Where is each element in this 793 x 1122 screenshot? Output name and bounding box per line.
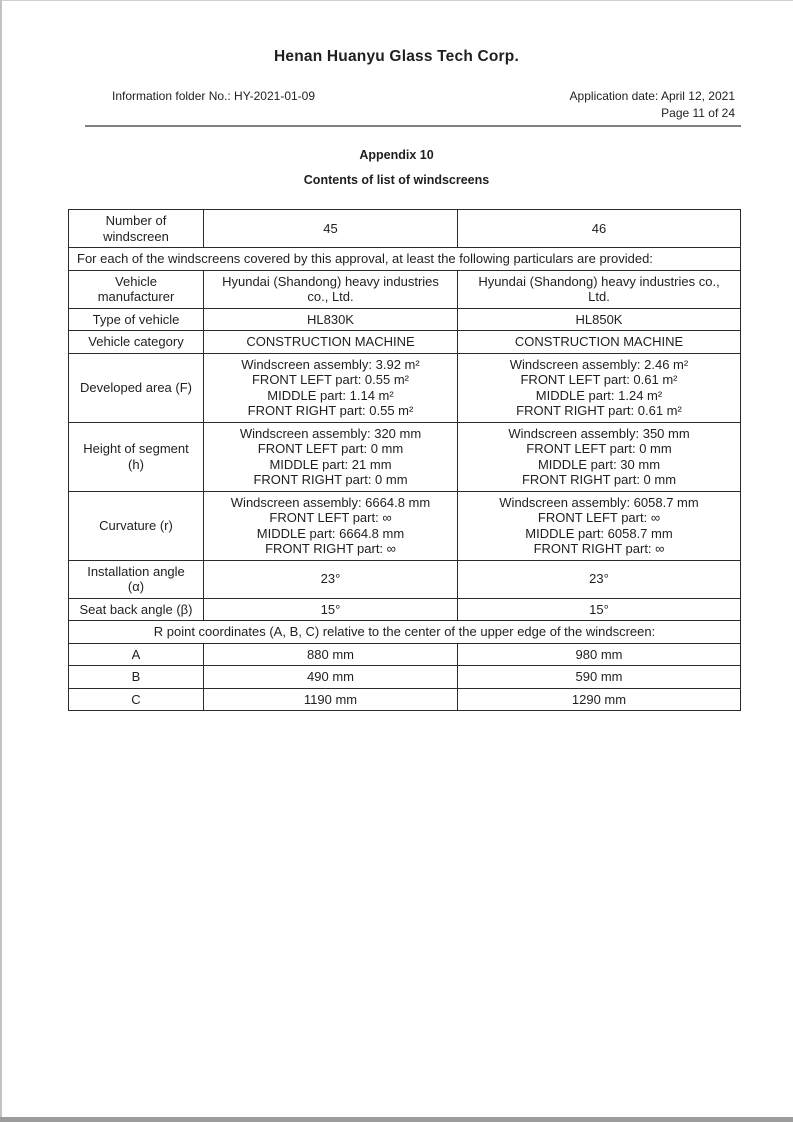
table-row-type-of-vehicle	[69, 308, 741, 331]
cell-line: FRONT RIGHT part: ∞	[533, 541, 665, 556]
table-row-number-of-windscreen	[69, 210, 741, 248]
table-row-r-point-heading	[69, 621, 741, 644]
windscreen-45-cell: 15°	[204, 598, 458, 621]
cell-line: MIDDLE part: 6058.7 mm	[525, 525, 673, 541]
table-row-vehicle-category	[69, 331, 741, 354]
table-row-installation-angle	[69, 560, 741, 598]
table-row-seat-back-angle	[69, 598, 741, 621]
table-row-height-of-segment	[69, 422, 741, 491]
row-label: Seat back angle (β)	[69, 598, 204, 621]
application-date: Application date: April 12, 2021	[569, 89, 735, 103]
table-row-curvature	[69, 491, 741, 560]
header-right-block	[570, 88, 735, 122]
row-label: B	[69, 666, 204, 689]
windscreen-45-cell: CONSTRUCTION MACHINE	[204, 331, 458, 354]
appendix-subtitle: Contents of list of windscreens	[303, 173, 490, 187]
windscreen-46-cell: 590 mm	[458, 666, 741, 689]
windscreen-45-cell: 45	[204, 210, 458, 248]
cell-line: FRONT RIGHT part: 0.55 m²	[247, 403, 414, 418]
page-left-edge	[0, 0, 2, 1122]
r-point-heading: R point coordinates (A, B, C) relative to the center of the upper edge of the windscreen:	[69, 621, 741, 644]
windscreen-45-cell: HL830K	[204, 308, 458, 331]
cell-line: FRONT LEFT part: 0 mm	[526, 441, 672, 456]
row-label: Type of vehicle	[69, 308, 204, 331]
windscreen-45-cell: Hyundai (Shandong) heavy industries co., Ltd.	[204, 270, 458, 308]
windscreen-45-cell: 880 mm	[204, 643, 458, 666]
cell-line: FRONT RIGHT part: ∞	[265, 541, 396, 556]
windscreen-46-cell	[458, 353, 741, 422]
cell-line: FRONT LEFT part: 0.61 m²	[520, 372, 678, 387]
company-title: Henan Huanyu Glass Tech Corp.	[274, 48, 519, 65]
appendix-title: Appendix 10	[359, 148, 434, 162]
cell-line: FRONT LEFT part: 0 mm	[257, 441, 404, 456]
table-row-approval-note	[69, 248, 741, 271]
windscreen-45-cell	[204, 422, 458, 491]
windscreen-46-cell	[458, 491, 741, 560]
windscreen-table	[68, 209, 741, 711]
cell-line: FRONT RIGHT part: 0 mm	[253, 472, 408, 487]
header-info	[112, 88, 735, 122]
cell-line: MIDDLE part: 30 mm	[537, 456, 661, 472]
windscreen-45-cell	[204, 491, 458, 560]
windscreen-46-cell: HL850K	[458, 308, 741, 331]
windscreen-45-cell: 23°	[204, 560, 458, 598]
header-rule	[85, 125, 741, 127]
page-top-edge	[0, 0, 793, 1]
cell-line: Windscreen assembly: 3.92 m²	[241, 356, 420, 372]
row-label: Height of segment (h)	[69, 422, 204, 491]
cell-line: Windscreen assembly: 2.46 m²	[509, 356, 689, 372]
information-folder-number: Information folder No.: HY-2021-01-09	[112, 89, 316, 103]
windscreen-45-cell	[204, 353, 458, 422]
cell-line: MIDDLE part: 1.24 m²	[535, 387, 663, 403]
cell-line: FRONT RIGHT part: 0 mm	[521, 472, 677, 487]
windscreen-46-cell: 23°	[458, 560, 741, 598]
table-row-coordinate-c	[69, 688, 741, 711]
table-row-vehicle-manufacturer	[69, 270, 741, 308]
approval-note: For each of the windscreens covered by this approval, at least the following particulars are provided:	[69, 248, 741, 271]
windscreen-46-cell: CONSTRUCTION MACHINE	[458, 331, 741, 354]
windscreen-45-cell: 1190 mm	[204, 688, 458, 711]
table-row-coordinate-a	[69, 643, 741, 666]
row-label: Vehicle category	[69, 331, 204, 354]
page-number: Page 11 of 24	[661, 106, 735, 120]
table-row-developed-area	[69, 353, 741, 422]
row-label: Curvature (r)	[69, 491, 204, 560]
cell-line: MIDDLE part: 6664.8 mm	[256, 525, 405, 541]
windscreen-46-cell: 46	[458, 210, 741, 248]
row-label: A	[69, 643, 204, 666]
windscreen-46-cell: Hyundai (Shandong) heavy industries co., Ltd.	[458, 270, 741, 308]
cell-line: MIDDLE part: 1.14 m²	[267, 387, 394, 403]
windscreen-45-cell: 490 mm	[204, 666, 458, 689]
cell-line: Windscreen assembly: 320 mm	[239, 425, 422, 441]
cell-line: FRONT LEFT part: ∞	[269, 510, 392, 525]
cell-line: Windscreen assembly: 6058.7 mm	[499, 494, 699, 510]
cell-line: Windscreen assembly: 6664.8 mm	[230, 494, 431, 510]
row-label: Number of windscreen	[69, 210, 204, 248]
cell-line: FRONT RIGHT part: 0.61 m²	[516, 403, 682, 418]
windscreen-46-cell: 15°	[458, 598, 741, 621]
cell-line: FRONT LEFT part: 0.55 m²	[251, 372, 409, 387]
row-label: Vehicle manufacturer	[69, 270, 204, 308]
table-row-coordinate-b	[69, 666, 741, 689]
windscreen-46-cell: 1290 mm	[458, 688, 741, 711]
cell-line: FRONT LEFT part: ∞	[537, 510, 661, 525]
row-label: Developed area (F)	[69, 353, 204, 422]
page-bottom-edge	[0, 1117, 793, 1122]
windscreen-46-cell: 980 mm	[458, 643, 741, 666]
cell-line: Windscreen assembly: 350 mm	[508, 425, 690, 441]
row-label: C	[69, 688, 204, 711]
row-label: Installation angle (α)	[69, 560, 204, 598]
windscreen-46-cell	[458, 422, 741, 491]
cell-line: MIDDLE part: 21 mm	[269, 456, 392, 472]
